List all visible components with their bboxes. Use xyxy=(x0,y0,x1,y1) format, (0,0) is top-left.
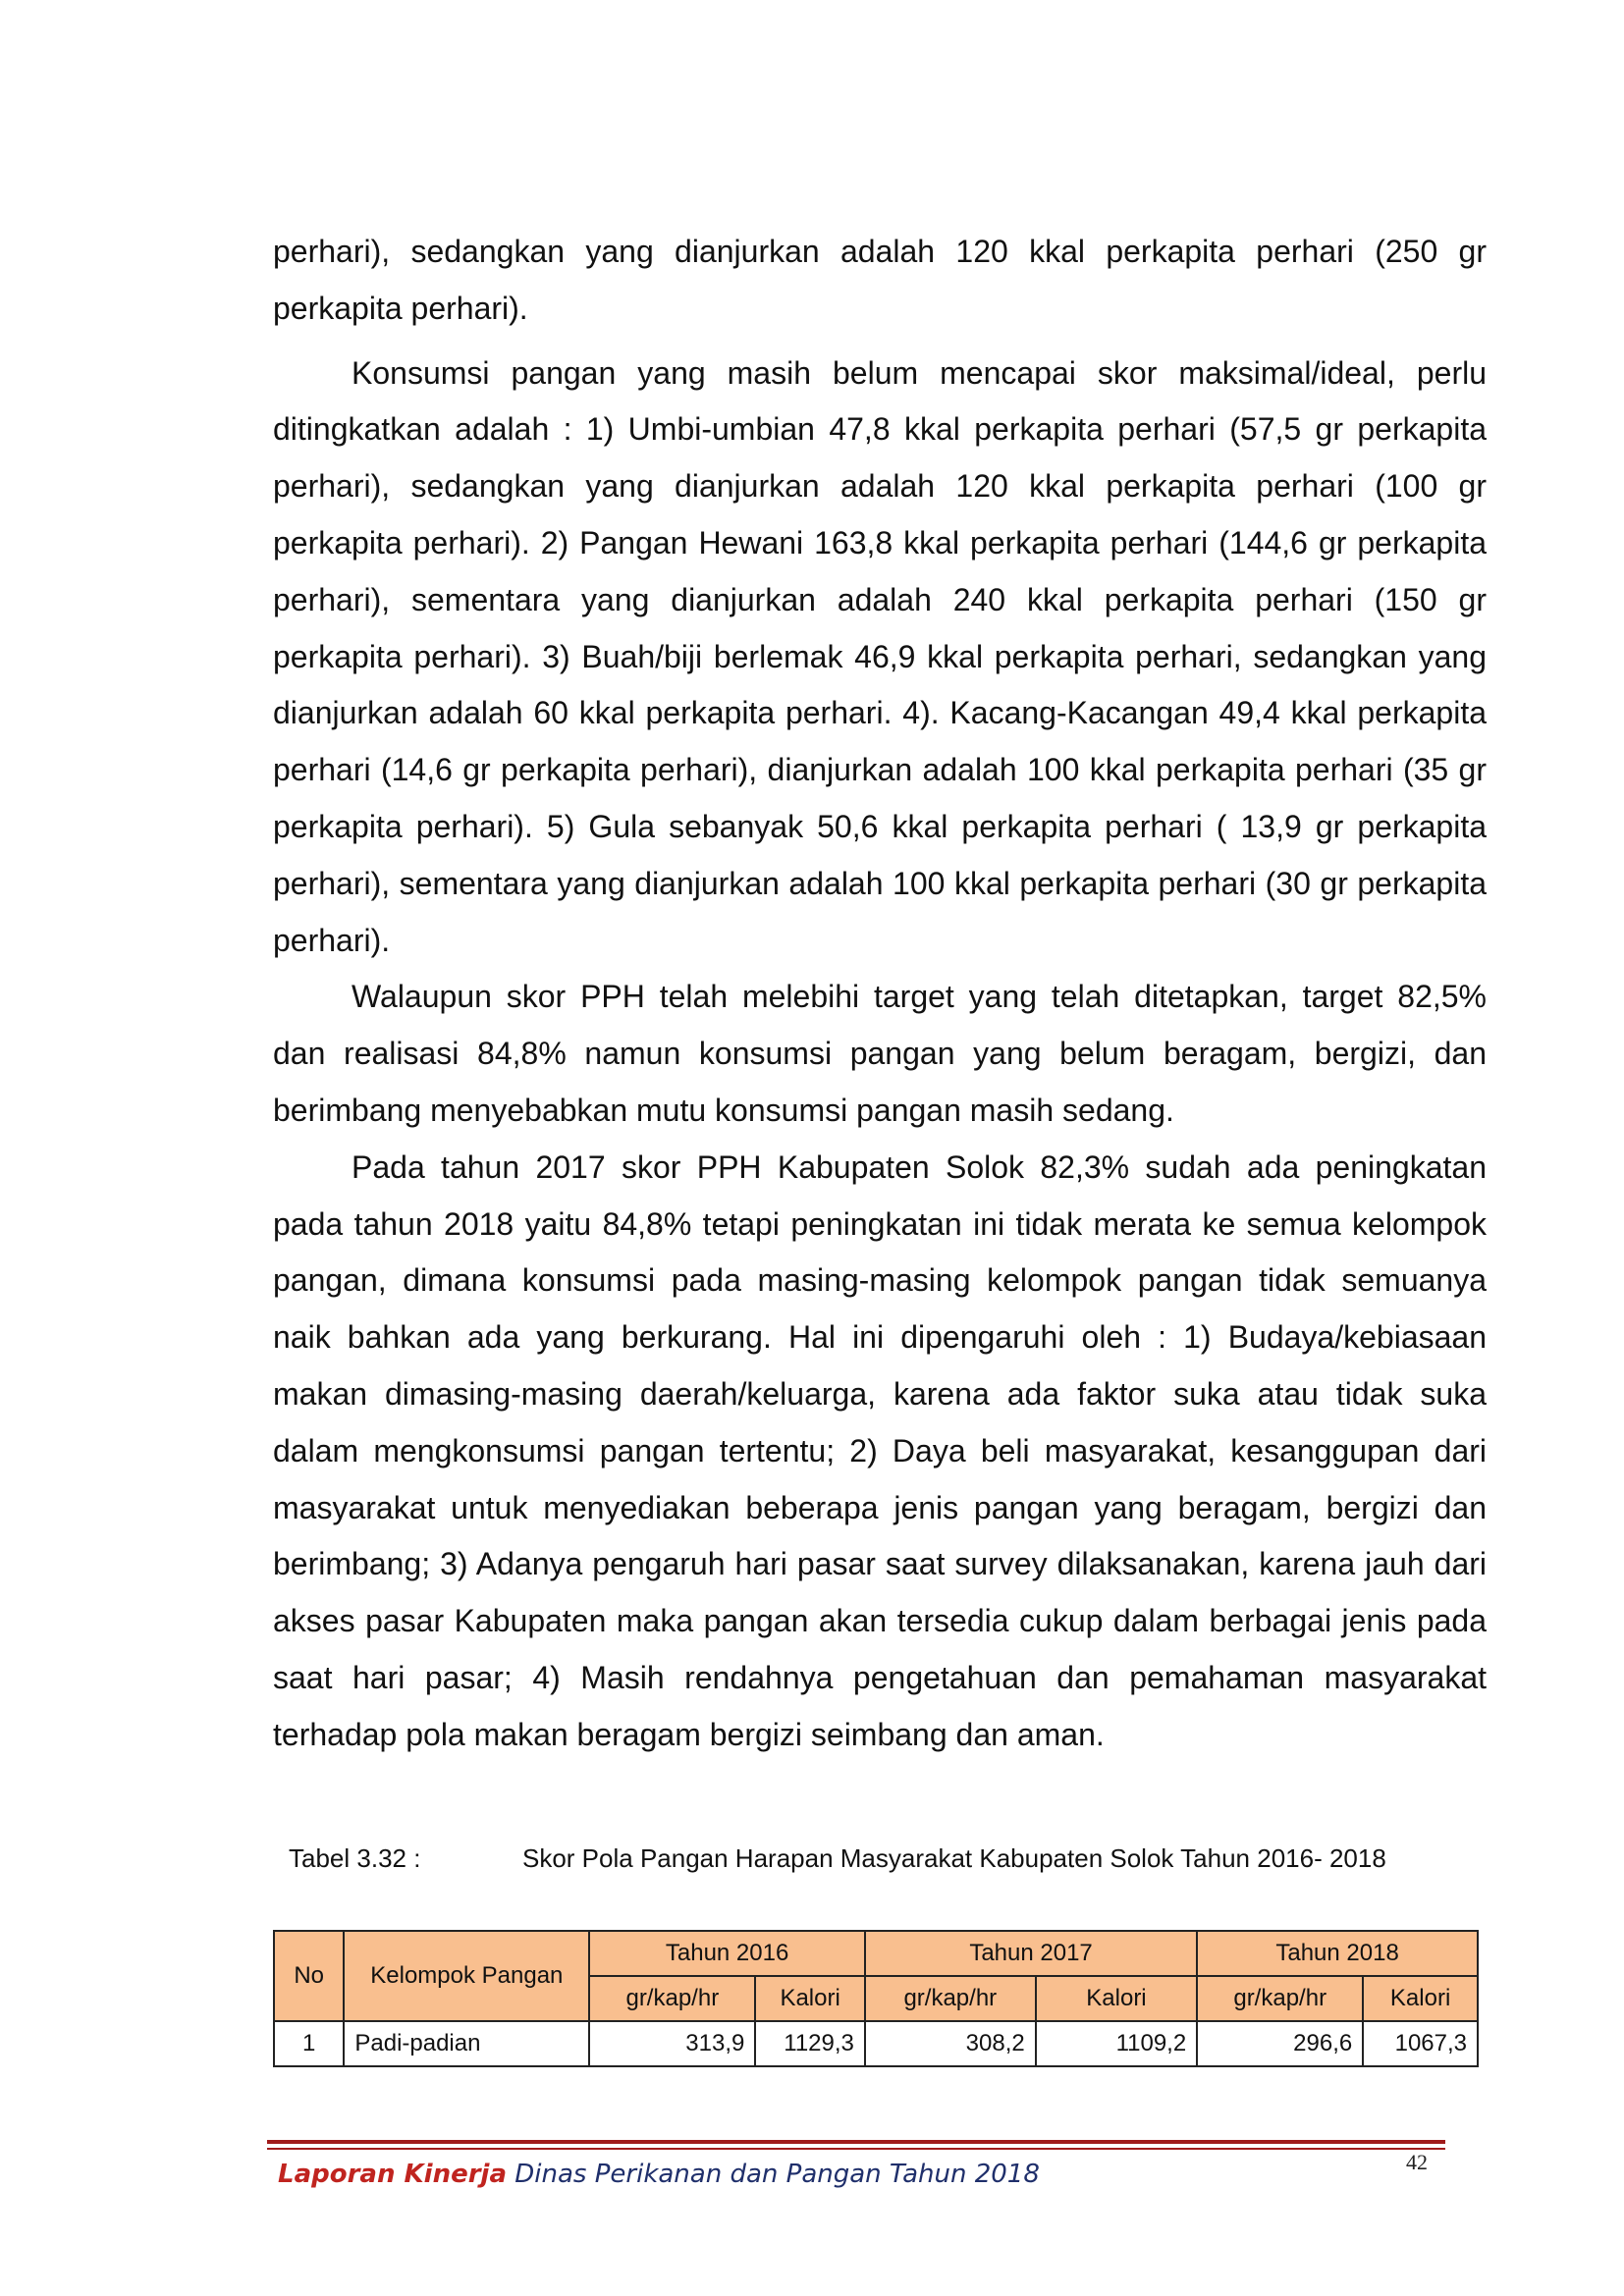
header-gr-2017: gr/kap/hr xyxy=(865,1976,1036,2021)
cell-2017-gr: 308,2 xyxy=(865,2021,1036,2066)
footer-divider xyxy=(267,2140,1445,2144)
table-caption xyxy=(289,1842,1487,1875)
header-kal-2017: Kalori xyxy=(1036,1976,1197,2021)
header-year-2018: Tahun 2018 xyxy=(1197,1931,1478,1976)
header-gr-2018: gr/kap/hr xyxy=(1197,1976,1363,2021)
paragraph-walaupun: Walaupun skor PPH telah melebihi target yang telah ditetapkan, target 82,5% dan realisasi 84,8% namun konsumsi pangan yang belum beragam, bergizi, dan berimbang menyebabkan mutu konsumsi pangan masih sedang. xyxy=(273,979,1487,1128)
header-group: Kelompok Pangan xyxy=(344,1931,589,2021)
footer-report-rest: Dinas Perikanan dan Pangan Tahun 2018 xyxy=(507,2160,1040,2189)
footer-divider-thin xyxy=(267,2148,1445,2150)
cell-no: 1 xyxy=(274,2021,344,2066)
paragraph-continuation: perhari), sedangkan yang dianjurkan adalah 120 kkal perkapita perhari (250 gr perkapita perhari). xyxy=(273,234,1487,326)
cell-2016-gr: 313,9 xyxy=(589,2021,755,2066)
header-no: No xyxy=(274,1931,344,2021)
paragraph-pada-tahun: Pada tahun 2017 skor PPH Kabupaten Solok 82,3% sudah ada peningkatan pada tahun 2018 yaitu 84,8% tetapi peningkatan ini tidak merata ke semua kelompok pangan, dimana konsumsi pada masing-masing kelompok pangan tidak semuanya naik bahkan ada yang berkurang. Hal ini dipengaruhi oleh : 1) Budaya/kebiasaan makan dimasing-masing daerah/keluarga, karena ada faktor suka atau tidak suka dalam mengkonsumsi pangan tertentu; 2) Daya beli masyarakat, kesanggupan dari masyarakat untuk menyediakan beberapa jenis pangan yang beragam, bergizi dan berimbang; 3) Adanya pengaruh hari pasar saat survey dilaksanakan, karena jauh dari akses pasar Kabupaten maka pangan akan tersedia cukup dalam berbagai jenis pada saat hari pasar; 4) Masih rendahnya pengetahuan dan pemahaman masyarakat terhadap pola makan beragam bergizi seimbang dan aman. xyxy=(273,1148,1487,1752)
body-text xyxy=(273,224,1487,1764)
header-gr-2016: gr/kap/hr xyxy=(589,1976,755,2021)
cell-2016-kal: 1129,3 xyxy=(755,2021,865,2066)
cell-2018-gr: 296,6 xyxy=(1197,2021,1363,2066)
header-year-2017: Tahun 2017 xyxy=(865,1931,1197,1976)
header-year-2016: Tahun 2016 xyxy=(589,1931,865,1976)
cell-2017-kal: 1109,2 xyxy=(1036,2021,1197,2066)
table-header-row-years xyxy=(274,1931,1478,1976)
footer-report-title xyxy=(278,2160,1040,2189)
header-kal-2018: Kalori xyxy=(1363,1976,1478,2021)
cell-group: Padi-padian xyxy=(344,2021,589,2066)
table-row xyxy=(274,2021,1478,2066)
page-number: 42 xyxy=(1406,2150,1428,2174)
cell-2018-kal: 1067,3 xyxy=(1363,2021,1478,2066)
table-caption-label: Tabel 3.32 : xyxy=(289,1843,421,1873)
footer-report-bold: Laporan Kinerja xyxy=(278,2160,507,2189)
paragraph-konsumsi: Konsumsi pangan yang masih belum mencapai skor maksimal/ideal, perlu ditingkatkan adalah : 1) Umbi-umbian 47,8 kkal perkapita perhari (57,5 gr perkapita perhari), sedangkan yang dianjurkan adalah 120 kkal perkapita perhari (100 gr perkapita perhari). 2) Pangan Hewani 163,8 kkal perkapita perhari (144,6 gr perkapita perhari), sementara yang dianjurkan adalah 240 kkal perkapita perhari (150 gr perkapita perhari). 3) Buah/biji berlemak 46,9 kkal perkapita perhari, sedangkan yang dianjurkan adalah 60 kkal perkapita perhari. 4). Kacang-Kacangan 49,4 kkal perkapita perhari (14,6 gr perkapita perhari), dianjurkan adalah 100 kkal perkapita perhari (35 gr perkapita perhari). 5) Gula sebanyak 50,6 kkal perkapita perhari ( 13,9 gr perkapita perhari), sementara yang dianjurkan adalah 100 kkal perkapita perhari (30 gr perkapita perhari). xyxy=(273,354,1487,958)
header-kal-2016: Kalori xyxy=(755,1976,865,2021)
pph-score-table xyxy=(273,1930,1479,2067)
table-caption-title: Skor Pola Pangan Harapan Masyarakat Kabupaten Solok Tahun 2016- 2018 xyxy=(522,1843,1386,1873)
